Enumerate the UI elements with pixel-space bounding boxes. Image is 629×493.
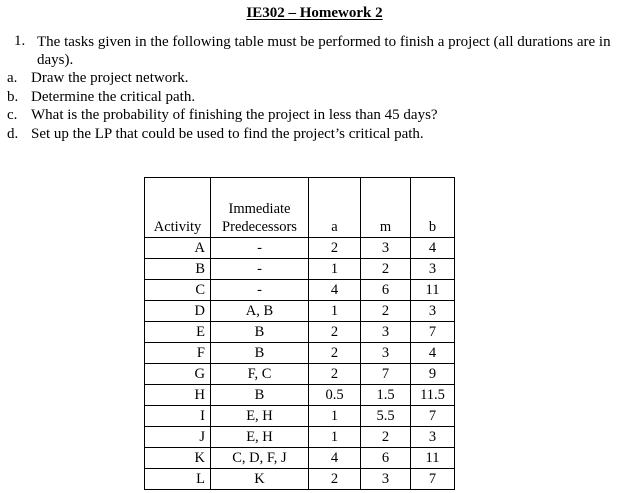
cell-activity: F (145, 343, 211, 364)
cell-predecessors: E, H (211, 427, 309, 448)
cell-b: 7 (411, 469, 455, 490)
activity-table (144, 177, 455, 490)
part-b (7, 88, 438, 107)
part-text: Draw the project network. (31, 70, 189, 86)
cell-predecessors: - (211, 280, 309, 301)
cell-predecessors: F, C (211, 364, 309, 385)
cell-activity: G (145, 364, 211, 385)
cell-activity: L (145, 469, 211, 490)
cell-predecessors: - (211, 238, 309, 259)
part-text: Set up the LP that could be used to find the project’s critical path. (31, 125, 424, 142)
cell-b: 3 (411, 427, 455, 448)
cell-predecessors: K (211, 469, 309, 490)
part-d (7, 125, 438, 144)
cell-b: 11 (411, 448, 455, 469)
cell-activity: E (145, 322, 211, 343)
table-row (145, 322, 455, 343)
part-label: d. (7, 125, 19, 142)
cell-a: 1 (309, 259, 361, 280)
table-row (145, 364, 455, 385)
header-predecessors-line2: Predecessors (222, 219, 297, 235)
cell-a: 1 (309, 301, 361, 322)
cell-m: 3 (361, 343, 411, 364)
document-title: IE302 – Homework 2 (246, 5, 383, 21)
cell-activity: H (145, 385, 211, 406)
question-number: 1. (14, 33, 26, 49)
header-m: m (361, 178, 411, 238)
part-label: b. (7, 88, 19, 105)
table-row (145, 427, 455, 448)
cell-b: 7 (411, 322, 455, 343)
question-parts (7, 69, 438, 143)
table-row (145, 385, 455, 406)
part-c (7, 106, 438, 125)
cell-predecessors: B (211, 385, 309, 406)
cell-b: 7 (411, 406, 455, 427)
question-text: The tasks given in the following table must be performed to finish a project (all durations are in days). (37, 34, 611, 68)
cell-predecessors: A, B (211, 301, 309, 322)
cell-predecessors: B (211, 322, 309, 343)
cell-b: 9 (411, 364, 455, 385)
cell-a: 4 (309, 280, 361, 301)
cell-m: 2 (361, 427, 411, 448)
part-text: What is the probability of finishing the project in less than 45 days? (31, 107, 438, 123)
table-row (145, 259, 455, 280)
cell-a: 1 (309, 427, 361, 448)
table-row (145, 280, 455, 301)
cell-m: 6 (361, 280, 411, 301)
cell-b: 11 (411, 280, 455, 301)
cell-m: 2 (361, 301, 411, 322)
cell-b: 4 (411, 343, 455, 364)
cell-a: 2 (309, 469, 361, 490)
part-label: c. (7, 107, 18, 123)
table-row (145, 343, 455, 364)
table-header-row (145, 178, 455, 238)
cell-a: 2 (309, 238, 361, 259)
cell-m: 1.5 (361, 385, 411, 406)
header-a: a (309, 178, 361, 238)
table-row (145, 301, 455, 322)
cell-predecessors: C, D, F, J (211, 448, 309, 469)
cell-m: 3 (361, 322, 411, 343)
cell-m: 5.5 (361, 406, 411, 427)
cell-predecessors: - (211, 259, 309, 280)
cell-m: 2 (361, 259, 411, 280)
part-a (7, 69, 438, 88)
cell-activity: B (145, 259, 211, 280)
table-row (145, 406, 455, 427)
cell-predecessors: E, H (211, 406, 309, 427)
cell-b: 11.5 (411, 385, 455, 406)
part-text: Determine the critical path. (31, 88, 196, 105)
cell-m: 3 (361, 238, 411, 259)
header-predecessors-line1: Immediate (228, 201, 291, 217)
header-activity: Activity (145, 178, 211, 238)
cell-activity: C (145, 280, 211, 301)
table-row (145, 448, 455, 469)
table-body (145, 238, 455, 490)
table-row (145, 469, 455, 490)
table-row (145, 238, 455, 259)
cell-m: 7 (361, 364, 411, 385)
cell-a: 2 (309, 322, 361, 343)
cell-a: 4 (309, 448, 361, 469)
cell-m: 6 (361, 448, 411, 469)
cell-m: 3 (361, 469, 411, 490)
cell-predecessors: B (211, 343, 309, 364)
header-predecessors (211, 178, 309, 238)
cell-activity: J (145, 427, 211, 448)
cell-activity: A (145, 238, 211, 259)
cell-a: 0.5 (309, 385, 361, 406)
cell-activity: I (145, 406, 211, 427)
header-b: b (411, 178, 455, 238)
cell-a: 2 (309, 343, 361, 364)
part-label: a. (7, 70, 18, 86)
cell-b: 3 (411, 301, 455, 322)
cell-activity: D (145, 301, 211, 322)
cell-a: 2 (309, 364, 361, 385)
cell-b: 4 (411, 238, 455, 259)
cell-b: 3 (411, 259, 455, 280)
cell-a: 1 (309, 406, 361, 427)
cell-activity: K (145, 448, 211, 469)
